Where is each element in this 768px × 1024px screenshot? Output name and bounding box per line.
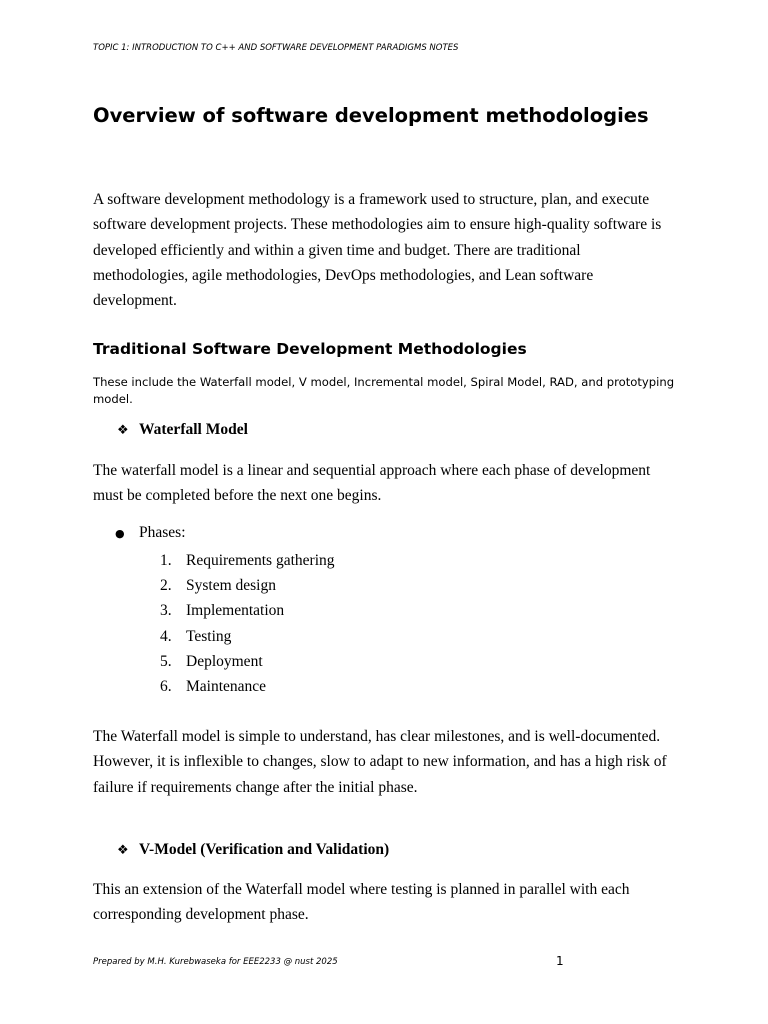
waterfall-description: The waterfall model is a linear and sequential approach where each phase of development must be completed before the next one begins. [93,462,651,505]
footer-prepared-by: Prepared by M.H. Kurebwaseka for EEE2233 @ nust 2025 [93,957,338,967]
phase-item [160,599,284,624]
phase-number: 2. [160,576,172,594]
page-title: Overview of software development methodologies [93,104,649,127]
diamond-bullet-icon: ❖ [117,842,129,858]
intro-paragraph: A software development methodology is a framework used to structure, plan, and execute software development projects. These methodologies aim to ensure high-quality software is developed efficiently and within a given time and budget. There are traditional methodologies, agile methodologies, DevOps methodologies, and Lean software development. [93,191,662,310]
phases-label: Phases: [139,524,186,541]
phase-number: 4. [160,627,172,645]
v-model-description: This an extension of the Waterfall model where testing is planned in parallel with each corresponding development phase. [93,881,630,924]
phase-text: Implementation [186,602,285,620]
phase-item [160,649,263,674]
phase-text: System design [186,576,276,594]
v-model-label: V-Model (Verification and Validation) [139,841,390,858]
traditional-methodologies-heading: Traditional Software Development Methodologies [93,340,527,358]
phase-item [160,624,231,649]
diamond-bullet-icon: ❖ [117,422,129,438]
phase-number: 5. [160,652,172,670]
phase-number: 6. [160,678,172,696]
v-model-heading [117,841,389,859]
phase-text: Maintenance [186,678,267,696]
waterfall-model-label: Waterfall Model [139,421,248,438]
phases-bullet-item [115,524,186,542]
waterfall-model-heading [117,421,248,439]
phase-number: 1. [160,551,172,569]
running-header: TOPIC 1: INTRODUCTION TO C++ AND SOFTWARE DEVELOPMENT PARADIGMS NOTES [93,43,459,53]
phase-item [160,548,335,573]
phase-number: 3. [160,602,172,620]
traditional-methodologies-description: These include the Waterfall model, V model, Incremental model, Spiral Model, RAD, and prototyping model. [93,375,675,406]
waterfall-evaluation-paragraph: The Waterfall model is simple to understand, has clear milestones, and is well-documented. However, it is inflexible to changes, slow to adapt to new information, and has a high risk of failure if requirements change after the initial phase. [93,728,667,796]
round-bullet-icon: ● [115,526,125,540]
phase-text: Deployment [186,652,263,670]
phase-item [160,573,276,598]
phase-text: Requirements gathering [186,551,335,569]
page-number: 1 [556,954,564,968]
phase-text: Testing [186,627,232,645]
phase-item [160,675,266,700]
